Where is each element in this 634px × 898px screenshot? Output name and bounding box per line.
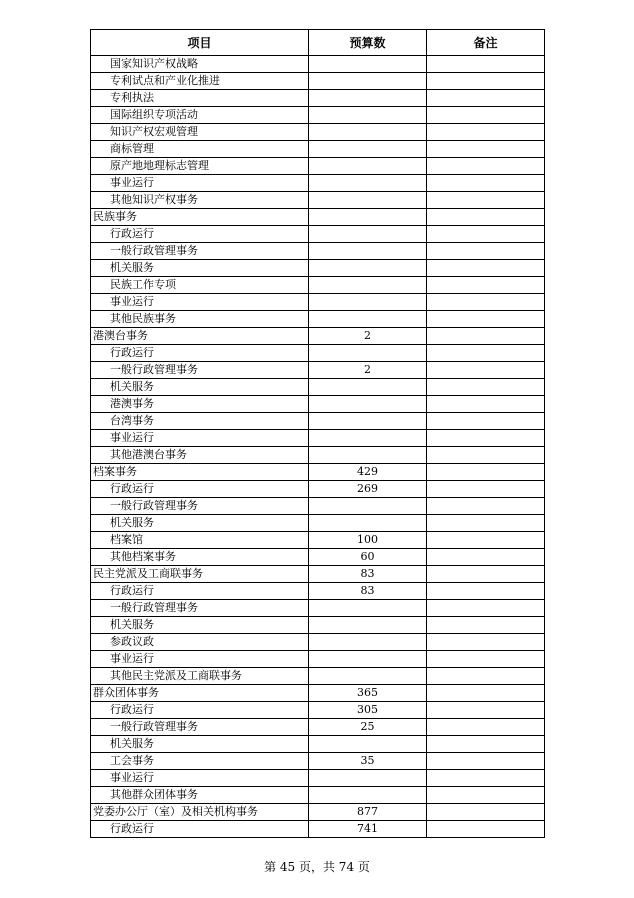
row-item-name: 事业运行	[91, 175, 309, 192]
table-row	[91, 447, 545, 464]
row-remark	[427, 396, 545, 413]
row-remark	[427, 311, 545, 328]
row-remark	[427, 413, 545, 430]
row-remark	[427, 600, 545, 617]
row-remark	[427, 277, 545, 294]
row-item-name: 事业运行	[91, 294, 309, 311]
row-budget-value	[309, 158, 427, 175]
row-remark	[427, 328, 545, 345]
table-row	[91, 226, 545, 243]
row-budget-value	[309, 413, 427, 430]
row-item-name: 一般行政管理事务	[91, 498, 309, 515]
row-budget-value	[309, 634, 427, 651]
row-budget-value	[309, 396, 427, 413]
row-remark	[427, 753, 545, 770]
row-budget-value: 25	[309, 719, 427, 736]
table-row	[91, 600, 545, 617]
row-budget-value	[309, 617, 427, 634]
table-row	[91, 498, 545, 515]
table-row	[91, 192, 545, 209]
row-budget-value	[309, 430, 427, 447]
row-remark	[427, 549, 545, 566]
table-row	[91, 753, 545, 770]
table-row	[91, 413, 545, 430]
header-item: 项目	[91, 30, 309, 56]
row-remark	[427, 617, 545, 634]
table-row	[91, 243, 545, 260]
row-item-name: 一般行政管理事务	[91, 362, 309, 379]
row-remark	[427, 141, 545, 158]
row-budget-value	[309, 600, 427, 617]
table-row	[91, 209, 545, 226]
row-budget-value	[309, 56, 427, 73]
row-remark	[427, 107, 545, 124]
row-item-name: 群众团体事务	[91, 685, 309, 702]
table-row	[91, 770, 545, 787]
row-remark	[427, 158, 545, 175]
row-item-name: 其他档案事务	[91, 549, 309, 566]
row-remark	[427, 804, 545, 821]
row-item-name: 机关服务	[91, 515, 309, 532]
row-item-name: 事业运行	[91, 430, 309, 447]
table-row	[91, 685, 545, 702]
row-remark	[427, 498, 545, 515]
table-row	[91, 532, 545, 549]
row-remark	[427, 464, 545, 481]
row-remark	[427, 362, 545, 379]
row-budget-value: 60	[309, 549, 427, 566]
row-remark	[427, 736, 545, 753]
table-row	[91, 736, 545, 753]
table-row	[91, 668, 545, 685]
row-remark	[427, 532, 545, 549]
row-budget-value: 269	[309, 481, 427, 498]
row-budget-value: 741	[309, 821, 427, 838]
table-row	[91, 549, 545, 566]
row-remark	[427, 787, 545, 804]
table-row	[91, 821, 545, 838]
row-item-name: 事业运行	[91, 651, 309, 668]
row-item-name: 民主党派及工商联事务	[91, 566, 309, 583]
row-budget-value	[309, 124, 427, 141]
table-row	[91, 277, 545, 294]
table-row	[91, 73, 545, 90]
row-item-name: 行政运行	[91, 821, 309, 838]
row-budget-value	[309, 515, 427, 532]
row-item-name: 行政运行	[91, 702, 309, 719]
row-item-name: 民族事务	[91, 209, 309, 226]
table-row	[91, 379, 545, 396]
row-budget-value: 100	[309, 532, 427, 549]
row-budget-value	[309, 294, 427, 311]
row-remark	[427, 243, 545, 260]
row-item-name: 一般行政管理事务	[91, 600, 309, 617]
table-row	[91, 481, 545, 498]
row-item-name: 行政运行	[91, 345, 309, 362]
table-row	[91, 702, 545, 719]
row-item-name: 机关服务	[91, 736, 309, 753]
row-remark	[427, 209, 545, 226]
row-remark	[427, 192, 545, 209]
row-remark	[427, 260, 545, 277]
table-row	[91, 294, 545, 311]
row-budget-value	[309, 651, 427, 668]
row-budget-value	[309, 260, 427, 277]
table-row	[91, 328, 545, 345]
row-item-name: 机关服务	[91, 617, 309, 634]
table-row	[91, 719, 545, 736]
table-row	[91, 804, 545, 821]
row-item-name: 行政运行	[91, 226, 309, 243]
row-item-name: 事业运行	[91, 770, 309, 787]
row-item-name: 专利执法	[91, 90, 309, 107]
row-budget-value	[309, 226, 427, 243]
row-budget-value	[309, 73, 427, 90]
row-budget-value	[309, 498, 427, 515]
row-budget-value: 83	[309, 566, 427, 583]
row-budget-value: 429	[309, 464, 427, 481]
row-budget-value	[309, 311, 427, 328]
row-budget-value	[309, 668, 427, 685]
table-header	[91, 30, 545, 56]
row-budget-value: 2	[309, 362, 427, 379]
row-budget-value: 2	[309, 328, 427, 345]
row-item-name: 其他群众团体事务	[91, 787, 309, 804]
table-row	[91, 158, 545, 175]
header-budget: 预算数	[309, 30, 427, 56]
row-budget-value: 877	[309, 804, 427, 821]
row-item-name: 国际组织专项活动	[91, 107, 309, 124]
row-remark	[427, 668, 545, 685]
row-item-name: 民族工作专项	[91, 277, 309, 294]
row-item-name: 原产地地理标志管理	[91, 158, 309, 175]
row-item-name: 档案馆	[91, 532, 309, 549]
row-budget-value	[309, 770, 427, 787]
row-remark	[427, 345, 545, 362]
table-row	[91, 515, 545, 532]
table-row	[91, 175, 545, 192]
table-row	[91, 141, 545, 158]
row-item-name: 机关服务	[91, 379, 309, 396]
row-item-name: 工会事务	[91, 753, 309, 770]
row-item-name: 港澳台事务	[91, 328, 309, 345]
table-row	[91, 56, 545, 73]
table-row	[91, 464, 545, 481]
row-budget-value: 83	[309, 583, 427, 600]
row-item-name: 港澳事务	[91, 396, 309, 413]
row-remark	[427, 821, 545, 838]
row-remark	[427, 430, 545, 447]
row-budget-value	[309, 90, 427, 107]
row-remark	[427, 770, 545, 787]
table-row	[91, 362, 545, 379]
row-remark	[427, 56, 545, 73]
row-remark	[427, 719, 545, 736]
row-budget-value	[309, 243, 427, 260]
row-remark	[427, 124, 545, 141]
row-remark	[427, 583, 545, 600]
row-item-name: 行政运行	[91, 481, 309, 498]
row-remark	[427, 226, 545, 243]
row-remark	[427, 90, 545, 107]
row-budget-value	[309, 787, 427, 804]
table-row	[91, 90, 545, 107]
row-budget-value: 35	[309, 753, 427, 770]
row-remark	[427, 73, 545, 90]
row-item-name: 党委办公厅（室）及相关机构事务	[91, 804, 309, 821]
row-item-name: 档案事务	[91, 464, 309, 481]
row-item-name: 商标管理	[91, 141, 309, 158]
row-item-name: 知识产权宏观管理	[91, 124, 309, 141]
table-row	[91, 430, 545, 447]
row-remark	[427, 294, 545, 311]
table-body	[91, 56, 545, 838]
row-remark	[427, 685, 545, 702]
row-budget-value	[309, 736, 427, 753]
row-budget-value	[309, 209, 427, 226]
header-row	[91, 30, 545, 56]
row-item-name: 一般行政管理事务	[91, 719, 309, 736]
row-item-name: 参政议政	[91, 634, 309, 651]
row-budget-value	[309, 107, 427, 124]
row-budget-value	[309, 345, 427, 362]
row-item-name: 机关服务	[91, 260, 309, 277]
table-row	[91, 107, 545, 124]
row-item-name: 专利试点和产业化推进	[91, 73, 309, 90]
row-remark	[427, 175, 545, 192]
row-item-name: 其他港澳台事务	[91, 447, 309, 464]
row-budget-value	[309, 175, 427, 192]
row-remark	[427, 447, 545, 464]
row-budget-value	[309, 447, 427, 464]
row-item-name: 国家知识产权战略	[91, 56, 309, 73]
row-remark	[427, 515, 545, 532]
row-item-name: 台湾事务	[91, 413, 309, 430]
table-row	[91, 345, 545, 362]
table-row	[91, 311, 545, 328]
table-row	[91, 260, 545, 277]
table-row	[91, 634, 545, 651]
table-row	[91, 787, 545, 804]
row-item-name: 其他知识产权事务	[91, 192, 309, 209]
row-budget-value: 365	[309, 685, 427, 702]
row-item-name: 其他民族事务	[91, 311, 309, 328]
table-row	[91, 566, 545, 583]
row-budget-value	[309, 379, 427, 396]
table-row	[91, 617, 545, 634]
row-item-name: 行政运行	[91, 583, 309, 600]
row-budget-value	[309, 277, 427, 294]
row-remark	[427, 651, 545, 668]
header-remark: 备注	[427, 30, 545, 56]
table-row	[91, 124, 545, 141]
row-budget-value	[309, 192, 427, 209]
row-budget-value: 305	[309, 702, 427, 719]
row-remark	[427, 566, 545, 583]
row-remark	[427, 481, 545, 498]
budget-table	[90, 29, 545, 838]
row-budget-value	[309, 141, 427, 158]
row-remark	[427, 702, 545, 719]
row-remark	[427, 634, 545, 651]
row-remark	[427, 379, 545, 396]
row-item-name: 一般行政管理事务	[91, 243, 309, 260]
page-footer: 第 45 页，共 74 页	[264, 860, 370, 874]
table-row	[91, 651, 545, 668]
table-row	[91, 583, 545, 600]
table-row	[91, 396, 545, 413]
row-item-name: 其他民主党派及工商联事务	[91, 668, 309, 685]
